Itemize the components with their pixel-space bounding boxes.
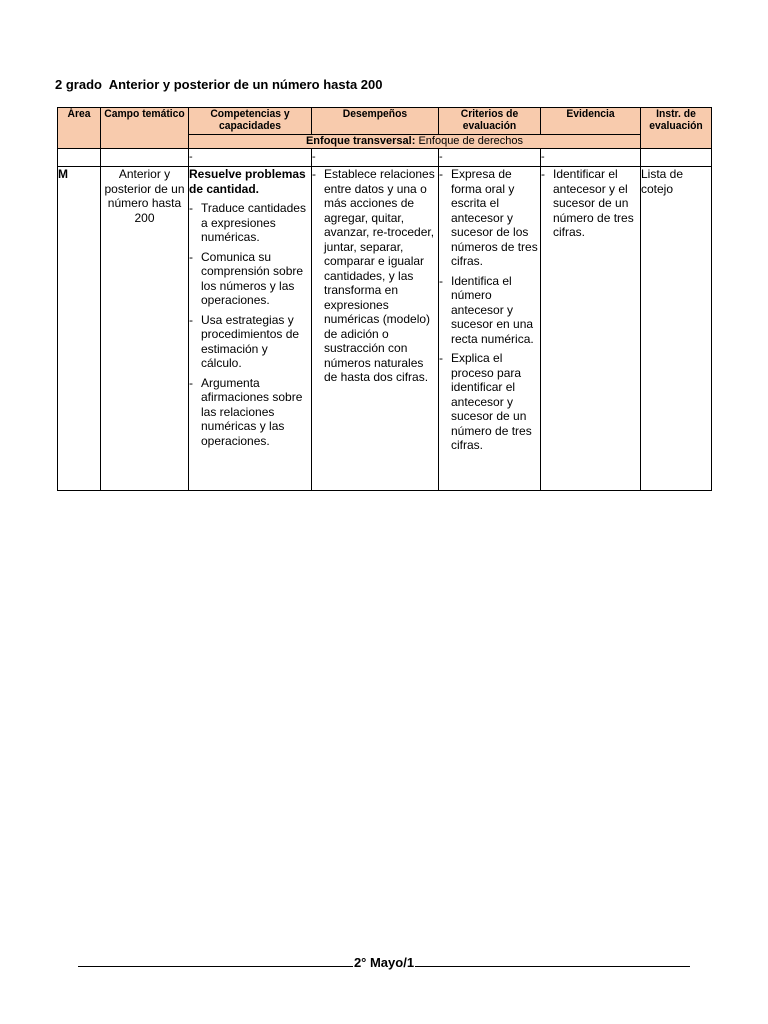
header-row <box>58 108 712 135</box>
footer <box>78 954 690 970</box>
criterios-list <box>439 167 540 453</box>
competencia-title: Resuelve problemas de cantidad. <box>189 167 306 196</box>
footer-line-right <box>415 954 690 967</box>
footer-date: 2° Mayo/1 <box>353 955 415 970</box>
header-competencias: Competencias y capacidades <box>189 108 312 135</box>
list-item: - Traduce cantidades a expresiones numéricas. <box>189 201 311 245</box>
list-item: - Argumenta afirmaciones sobre las relaciones numéricas y las operaciones. <box>189 376 311 449</box>
header-campo: Campo temático <box>101 108 189 149</box>
desempenos-list <box>312 167 438 385</box>
header-area: Área <box>58 108 101 149</box>
dash-cell-empty <box>58 149 101 167</box>
dash-cell: - <box>189 149 312 167</box>
header-criterios: Criterios de evaluación <box>439 108 541 135</box>
dash-cell: - <box>312 149 439 167</box>
document-title: 2 grado Anterior y posterior de un número hasta 200 <box>55 77 383 92</box>
dash-cell-empty <box>101 149 189 167</box>
instrumento-cell: Lista de cotejo <box>641 167 712 491</box>
dash-cell: - <box>439 149 541 167</box>
list-item: - Expresa de forma oral y escrita el antecesor y sucesor de los números de tres cifras. <box>439 167 540 269</box>
list-item: - Identificar el antecesor y el sucesor de un número de tres cifras. <box>541 167 640 240</box>
enfoque-label: Enfoque transversal: <box>305 135 416 147</box>
enfoque-cell <box>189 135 641 149</box>
content-row <box>58 167 712 491</box>
area-cell: M <box>58 167 101 491</box>
header-instrumento: Instr. de evaluación <box>641 108 712 149</box>
list-item: - Identifica el número antecesor y sucesor en una recta numérica. <box>439 274 540 347</box>
list-item: - Usa estrategias y procedimientos de estimación y cálculo. <box>189 313 311 371</box>
desempenos-cell <box>312 167 439 491</box>
enfoque-value: Enfoque de derechos <box>415 135 524 147</box>
list-item: - Establece relaciones entre datos y una o más acciones de agregar, quitar, avanzar, re-troceder, juntar, separar, comparar e igualar cantidades, y las transforma en expresiones numéricas (modelo) de adición o sustracción con números naturales de hasta dos cifras. <box>312 167 438 385</box>
list-item: - Comunica su comprensión sobre los números y las operaciones. <box>189 250 311 308</box>
footer-line-left <box>78 954 353 967</box>
header-desempenos: Desempeños <box>312 108 439 135</box>
criterios-cell <box>439 167 541 491</box>
dash-row <box>58 149 712 167</box>
campo-cell: Anterior y posterior de un número hasta 200 <box>101 167 189 491</box>
planning-table <box>57 107 712 491</box>
list-item: - Explica el proceso para identificar el antecesor y sucesor de un número de tres cifras. <box>439 351 540 453</box>
dash-cell-empty <box>641 149 712 167</box>
evidencia-list <box>541 167 640 240</box>
evidencia-cell <box>541 167 641 491</box>
competencias-cell <box>189 167 312 491</box>
capacidades-list <box>189 201 311 448</box>
header-evidencia: Evidencia <box>541 108 641 135</box>
dash-cell: - <box>541 149 641 167</box>
